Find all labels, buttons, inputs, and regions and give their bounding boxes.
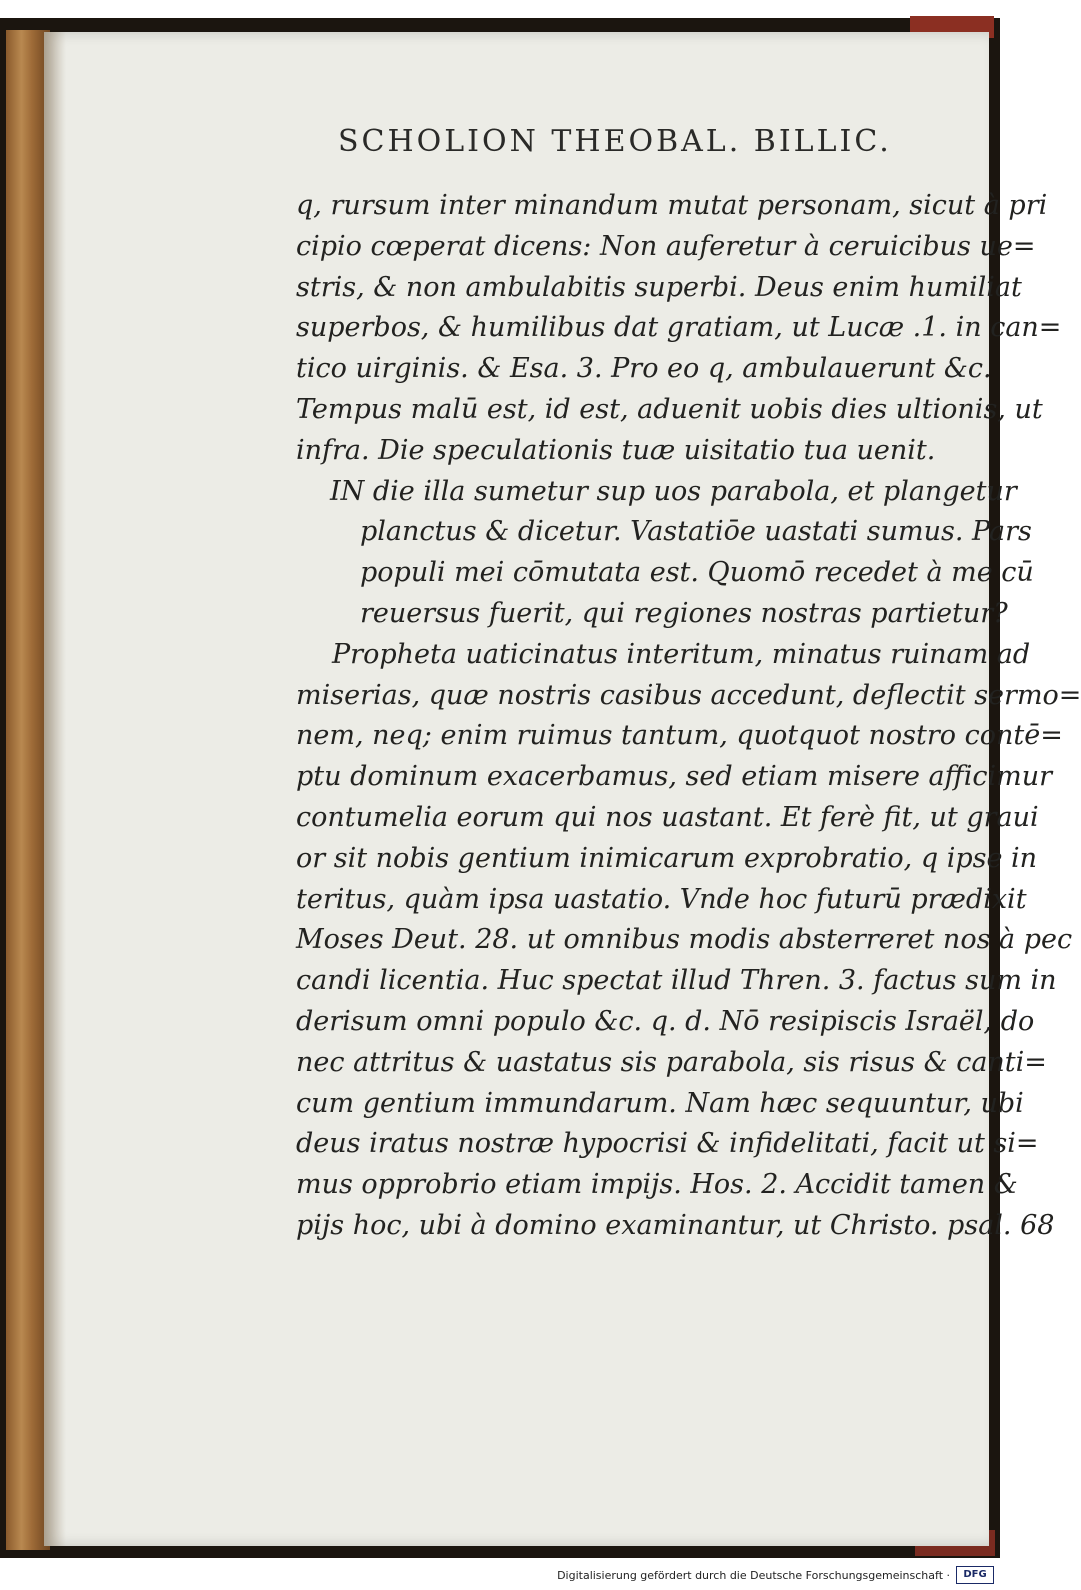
funding-credit: Digitalisierung gefördert durch die Deutsche Forschungsgemeinschaft · — [557, 1569, 950, 1582]
scripture-verse-line: planctus & dicetur. Vastatiōe uastati sumus. Pars — [360, 516, 1032, 548]
commentary-line: mus opprobrio etiam impijs. Hos. 2. Accidit tamen & — [296, 1169, 1018, 1201]
commentary-line: nem, neq; enim ruimus tantum, quotquot nostro contē= — [296, 720, 1063, 752]
commentary-line: nec attritus & uastatus sis parabola, sis risus & canti= — [296, 1046, 1047, 1078]
page-body-text — [296, 186, 1081, 1247]
commentary-line: contumelia eorum qui nos uastant. Et ferè fit, ut graui — [296, 801, 1039, 833]
scripture-verse-line: IN die illa sumetur sup uos parabola, et plangetur — [330, 475, 1017, 507]
running-header: SCHOLION THEOBAL. BILLIC. — [338, 124, 892, 159]
commentary-line: miserias, quæ nostris casibus accedunt, deflectit sermo= — [296, 679, 1081, 711]
text-line: stris, & non ambulabitis superbi. Deus enim humiliat — [296, 271, 1022, 303]
text-line: q, rursum inter minandum mutat personam, sicut à pri — [296, 190, 1048, 221]
text-line: cipio cœperat dicens: Non auferetur à ceruicibus ue= — [296, 230, 1036, 262]
commentary-line: teritus, quàm ipsa uastatio. Vnde hoc futurū prædixit — [296, 883, 1027, 915]
page-gutter-shadow — [44, 32, 66, 1546]
scripture-verse-line: reuersus fuerit, qui regiones nostras partietur? — [360, 597, 1008, 629]
commentary-line: pijs hoc, ubi à domino examinantur, ut Christo. psal. 68 — [296, 1209, 1055, 1241]
digitization-footer — [0, 1560, 1000, 1590]
text-line: Tempus malū est, id est, aduenit uobis dies ultionis, ut — [296, 393, 1043, 425]
commentary-line: Moses Deut. 28. ut omnibus modis absterreret nos à pec — [296, 924, 1073, 956]
commentary-line: ptu dominum exacerbamus, sed etiam misere afficimur — [296, 761, 1053, 793]
dfg-logo: DFG — [956, 1566, 994, 1584]
commentary-line: candi licentia. Huc spectat illud Thren. 3. factus sum in — [296, 965, 1057, 997]
text-line: infra. Die speculationis tuæ uisitatio tua uenit. — [296, 434, 936, 466]
text-line: tico uirginis. & Esa. 3. Pro eo q, ambulauerunt &c. — [296, 353, 992, 385]
commentary-line: deus iratus nostræ hypocrisi & infidelitati, facit ut si= — [296, 1128, 1039, 1160]
commentary-line: or sit nobis gentium inimicarum exprobratio, q ipse in — [296, 842, 1038, 874]
commentary-line: cum gentium immundarum. Nam hæc sequuntur, ubi — [296, 1087, 1024, 1119]
scripture-verse-line: populi mei cōmutata est. Quomō recedet à me cū — [360, 557, 1034, 589]
commentary-line: Propheta uaticinatus interitum, minatus ruinam ad — [332, 638, 1031, 670]
commentary-line: derisum omni populo &c. q. d. Nō resipiscis Israël, do — [296, 1005, 1035, 1037]
text-line: superbos, & humilibus dat gratiam, ut Lucæ .1. in can= — [296, 312, 1062, 344]
